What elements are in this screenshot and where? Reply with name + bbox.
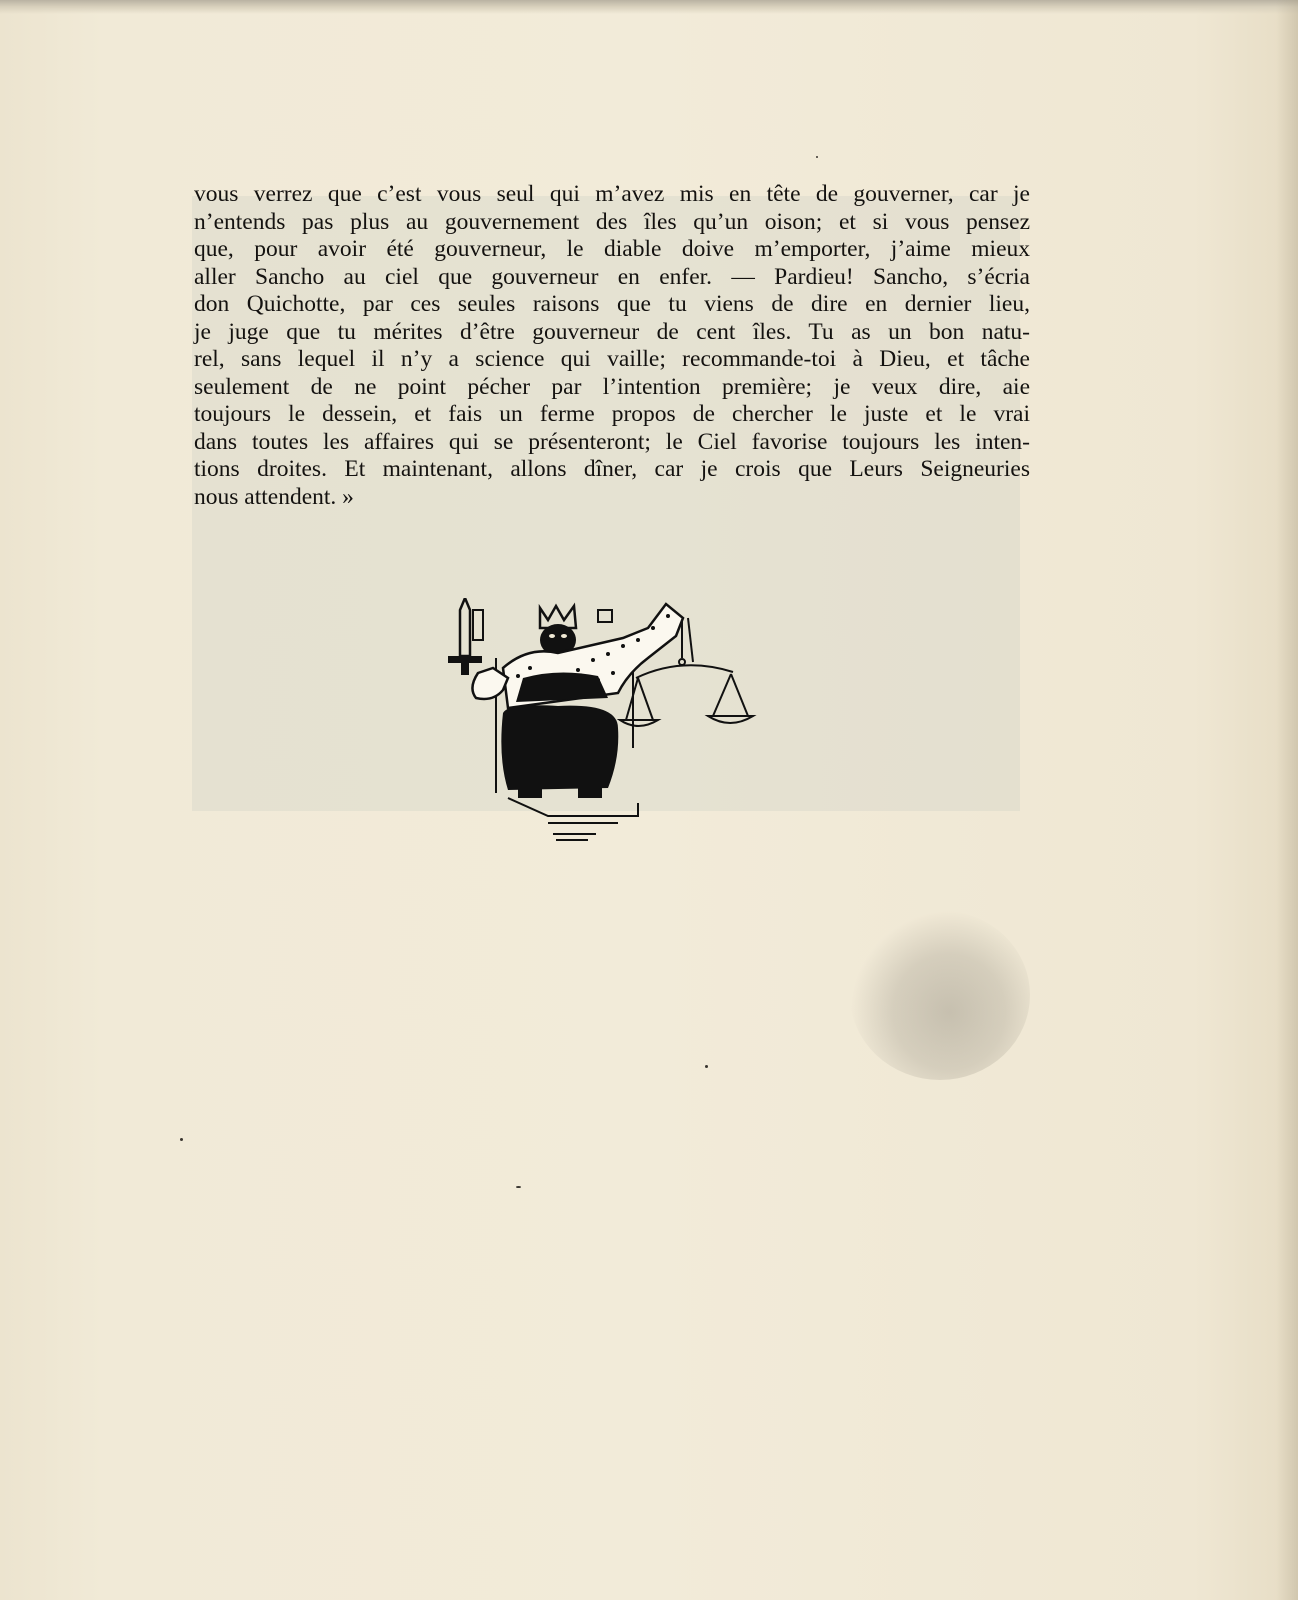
ink-speck bbox=[516, 1186, 521, 1188]
text-line: aller Sancho au ciel que gouverneur en enfer. — Pardieu! Sancho, s’écria bbox=[194, 263, 1030, 290]
page-right-edge bbox=[1276, 0, 1298, 1600]
text-line: don Quichotte, par ces seules raisons que tu viens de dire en dernier lieu, bbox=[194, 291, 1030, 317]
text-line: seulement de ne point pécher par l’intention première; je veux dire, aie bbox=[194, 373, 1030, 400]
text-line: toujours le dessein, et fais un ferme propos de chercher le juste et le vrai bbox=[194, 401, 1030, 427]
text-line: rel, sans lequel il n’y a science qui vaille; recommande-toi à Dieu, et tâche bbox=[194, 346, 1030, 372]
body-paragraph bbox=[194, 181, 1030, 511]
king-justice-illustration bbox=[448, 598, 778, 868]
page-top-edge bbox=[0, 0, 1298, 14]
ink-speck bbox=[180, 1138, 183, 1141]
text-line: n’entends pas plus au gouvernement des îles qu’un oison; et si vous pensez bbox=[194, 208, 1030, 235]
ink-speck bbox=[705, 1065, 708, 1068]
show-through-figure bbox=[850, 910, 1030, 1080]
text-line: que, pour avoir été gouverneur, le diable doive m’emporter, j’aime mieux bbox=[194, 236, 1030, 262]
text-line: nous attendent. » bbox=[194, 483, 354, 510]
ink-speck bbox=[816, 156, 818, 158]
text-line: dans toutes les affaires qui se présenteront; le Ciel favorise toujours les inten- bbox=[194, 428, 1030, 455]
text-line: vous verrez que c’est vous seul qui m’avez mis en tête de gouverner, car je bbox=[194, 181, 1030, 207]
text-line: tions droites. Et maintenant, allons dîner, car je crois que Leurs Seigneuries bbox=[194, 456, 1030, 482]
text-line: je juge que tu mérites d’être gouverneur de cent îles. Tu as un bon natu- bbox=[194, 318, 1030, 345]
